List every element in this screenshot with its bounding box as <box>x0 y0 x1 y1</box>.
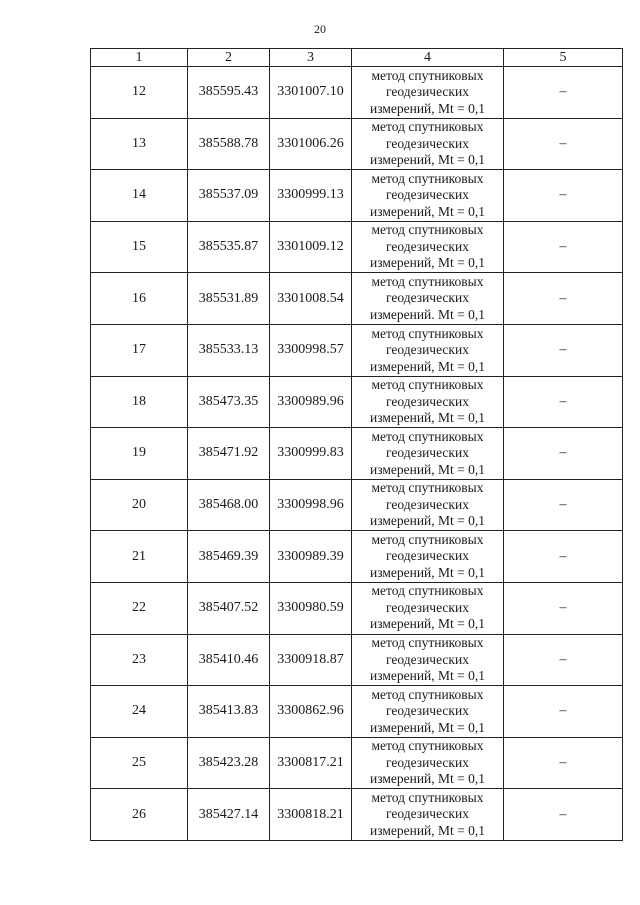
point-number-cell: 17 <box>91 324 188 376</box>
method-line: метод спутниковых <box>371 738 484 754</box>
method-line: измерений, Mt = 0,1 <box>369 771 486 787</box>
note-cell: – <box>504 531 623 583</box>
coordinates-table <box>90 48 623 841</box>
y-coordinate-cell: 3300918.87 <box>270 634 352 686</box>
table-header <box>91 49 623 67</box>
table-row <box>91 273 623 325</box>
method-line: геодезических <box>386 496 469 512</box>
method-cell <box>352 170 504 222</box>
method-line: измерений, Mt = 0,1 <box>369 564 486 580</box>
table-row <box>91 118 623 170</box>
method-line: метод спутниковых <box>371 273 484 289</box>
table-row <box>91 634 623 686</box>
table-row <box>91 531 623 583</box>
method-cell <box>352 531 504 583</box>
method-line: геодезических <box>386 238 469 254</box>
method-line: измерений, Mt = 0,1 <box>369 668 486 684</box>
note-cell: – <box>504 118 623 170</box>
table-row <box>91 221 623 273</box>
method-line: геодезических <box>386 84 469 100</box>
x-coordinate-cell: 385407.52 <box>188 582 270 634</box>
x-coordinate-cell: 385473.35 <box>188 376 270 428</box>
method-line: метод спутниковых <box>371 789 484 805</box>
table-row <box>91 479 623 531</box>
x-coordinate-cell: 385588.78 <box>188 118 270 170</box>
y-coordinate-cell: 3300980.59 <box>270 582 352 634</box>
method-line: метод спутниковых <box>371 686 484 702</box>
note-cell: – <box>504 221 623 273</box>
method-line: геодезических <box>386 135 469 151</box>
x-coordinate-cell: 385537.09 <box>188 170 270 222</box>
column-header-5: 5 <box>504 49 623 67</box>
column-header-3: 3 <box>270 49 352 67</box>
method-cell <box>352 273 504 325</box>
point-number-cell: 21 <box>91 531 188 583</box>
method-line: измерений, Mt = 0,1 <box>369 719 486 735</box>
point-number-cell: 19 <box>91 428 188 480</box>
table-row <box>91 428 623 480</box>
method-line: геодезических <box>386 187 469 203</box>
method-cell <box>352 324 504 376</box>
point-number-cell: 23 <box>91 634 188 686</box>
y-coordinate-cell: 3300817.21 <box>270 737 352 789</box>
note-cell: – <box>504 789 623 841</box>
table-row <box>91 582 623 634</box>
method-line: геодезических <box>386 806 469 822</box>
method-line: измерений, Mt = 0,1 <box>369 616 486 632</box>
point-number-cell: 20 <box>91 479 188 531</box>
table-body <box>91 67 623 841</box>
method-line: измерений, Mt = 0,1 <box>369 822 486 838</box>
x-coordinate-cell: 385533.13 <box>188 324 270 376</box>
method-line: метод спутниковых <box>371 635 484 651</box>
method-line: метод спутниковых <box>371 428 484 444</box>
y-coordinate-cell: 3301008.54 <box>270 273 352 325</box>
point-number-cell: 13 <box>91 118 188 170</box>
y-coordinate-cell: 3300989.39 <box>270 531 352 583</box>
method-line: метод спутниковых <box>371 325 484 341</box>
x-coordinate-cell: 385410.46 <box>188 634 270 686</box>
note-cell: – <box>504 170 623 222</box>
method-cell <box>352 737 504 789</box>
method-cell <box>352 118 504 170</box>
method-cell <box>352 582 504 634</box>
method-line: измерений, Mt = 0,1 <box>369 100 486 116</box>
table-row <box>91 67 623 119</box>
point-number-cell: 16 <box>91 273 188 325</box>
method-line: геодезических <box>386 342 469 358</box>
method-cell <box>352 221 504 273</box>
column-header-4: 4 <box>352 49 504 67</box>
y-coordinate-cell: 3301009.12 <box>270 221 352 273</box>
method-line: измерений, Mt = 0,1 <box>369 255 486 271</box>
method-line: метод спутниковых <box>371 170 484 186</box>
note-cell: – <box>504 67 623 119</box>
method-line: измерений, Mt = 0,1 <box>369 513 486 529</box>
note-cell: – <box>504 428 623 480</box>
table-row <box>91 324 623 376</box>
page-number: 20 <box>314 22 326 36</box>
point-number-cell: 22 <box>91 582 188 634</box>
column-header-1: 1 <box>91 49 188 67</box>
y-coordinate-cell: 3301006.26 <box>270 118 352 170</box>
method-line: геодезических <box>386 703 469 719</box>
method-cell <box>352 686 504 738</box>
point-number-cell: 18 <box>91 376 188 428</box>
note-cell: – <box>504 582 623 634</box>
point-number-cell: 14 <box>91 170 188 222</box>
x-coordinate-cell: 385423.28 <box>188 737 270 789</box>
table-row <box>91 737 623 789</box>
method-cell <box>352 789 504 841</box>
method-line: измерений. Mt = 0,1 <box>369 306 486 322</box>
header-row <box>91 49 623 67</box>
method-cell <box>352 376 504 428</box>
method-line: геодезических <box>386 548 469 564</box>
method-cell <box>352 479 504 531</box>
note-cell: – <box>504 686 623 738</box>
note-cell: – <box>504 324 623 376</box>
note-cell: – <box>504 376 623 428</box>
table-row <box>91 170 623 222</box>
point-number-cell: 24 <box>91 686 188 738</box>
x-coordinate-cell: 385471.92 <box>188 428 270 480</box>
method-line: метод спутниковых <box>371 531 484 547</box>
method-line: метод спутниковых <box>371 583 484 599</box>
table-row <box>91 686 623 738</box>
y-coordinate-cell: 3300989.96 <box>270 376 352 428</box>
method-cell <box>352 67 504 119</box>
method-line: измерений, Mt = 0,1 <box>369 203 486 219</box>
table-row <box>91 789 623 841</box>
y-coordinate-cell: 3300998.57 <box>270 324 352 376</box>
method-line: измерений, Mt = 0,1 <box>369 410 486 426</box>
point-number-cell: 25 <box>91 737 188 789</box>
x-coordinate-cell: 385469.39 <box>188 531 270 583</box>
x-coordinate-cell: 385531.89 <box>188 273 270 325</box>
y-coordinate-cell: 3300999.13 <box>270 170 352 222</box>
y-coordinate-cell: 3300818.21 <box>270 789 352 841</box>
point-number-cell: 26 <box>91 789 188 841</box>
method-line: геодезических <box>386 445 469 461</box>
note-cell: – <box>504 634 623 686</box>
note-cell: – <box>504 737 623 789</box>
method-cell <box>352 634 504 686</box>
method-line: метод спутниковых <box>371 67 484 83</box>
x-coordinate-cell: 385595.43 <box>188 67 270 119</box>
method-cell <box>352 428 504 480</box>
method-line: измерений, Mt = 0,1 <box>369 152 486 168</box>
x-coordinate-cell: 385413.83 <box>188 686 270 738</box>
method-line: метод спутниковых <box>371 377 484 393</box>
method-line: геодезических <box>386 290 469 306</box>
x-coordinate-cell: 385468.00 <box>188 479 270 531</box>
y-coordinate-cell: 3300862.96 <box>270 686 352 738</box>
y-coordinate-cell: 3300999.83 <box>270 428 352 480</box>
point-number-cell: 12 <box>91 67 188 119</box>
method-line: метод спутниковых <box>371 119 484 135</box>
method-line: геодезических <box>386 754 469 770</box>
method-line: геодезических <box>386 393 469 409</box>
method-line: измерений, Mt = 0,1 <box>369 461 486 477</box>
method-line: геодезических <box>386 599 469 615</box>
note-cell: – <box>504 479 623 531</box>
note-cell: – <box>504 273 623 325</box>
point-number-cell: 15 <box>91 221 188 273</box>
method-line: метод спутниковых <box>371 222 484 238</box>
method-line: метод спутниковых <box>371 480 484 496</box>
y-coordinate-cell: 3301007.10 <box>270 67 352 119</box>
table-row <box>91 376 623 428</box>
method-line: измерений, Mt = 0,1 <box>369 358 486 374</box>
method-line: геодезических <box>386 651 469 667</box>
x-coordinate-cell: 385427.14 <box>188 789 270 841</box>
x-coordinate-cell: 385535.87 <box>188 221 270 273</box>
y-coordinate-cell: 3300998.96 <box>270 479 352 531</box>
column-header-2: 2 <box>188 49 270 67</box>
